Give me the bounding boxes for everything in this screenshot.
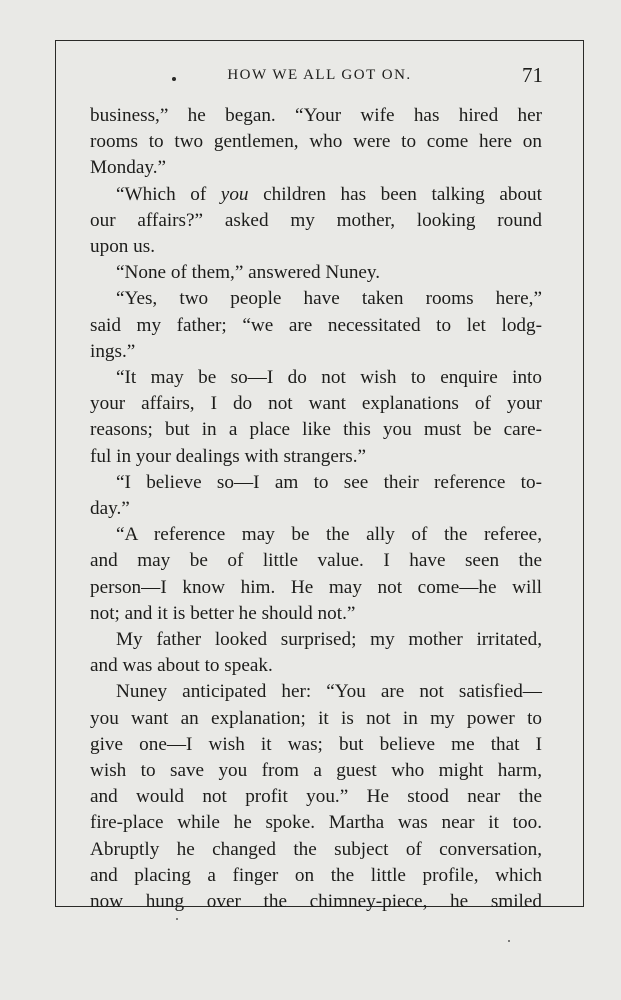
text-line: My father looked surprised; my mother irritated, — [116, 629, 542, 651]
text-line: day.” — [90, 498, 130, 520]
text-line: rooms to two gentlemen, who were to come here on — [90, 131, 542, 153]
text-line: and was about to speak. — [90, 655, 273, 677]
text-line: your affairs, I do not want explanations of your — [90, 393, 542, 415]
paper-speck — [508, 940, 510, 942]
text-line: “I believe so—I am to see their reference to- — [116, 471, 542, 493]
text-line: “A reference may be the ally of the referee, — [116, 524, 542, 546]
paper-speck — [176, 918, 178, 920]
text-line: wish to save you from a guest who might harm, — [90, 760, 542, 782]
page-number: 71 — [522, 63, 543, 87]
text-line: Nuney anticipated her: “You are not satisfied— — [116, 681, 542, 703]
text-line: give one—I wish it was; but believe me that I — [90, 733, 542, 755]
text-line: Abruptly he changed the subject of conversation, — [90, 838, 542, 860]
text-line: business,” he began. “Your wife has hired her — [90, 105, 542, 126]
text-line: not; and it is better he should not.” — [90, 602, 356, 624]
text-line: and may be of little value. I have seen the — [90, 550, 542, 572]
running-title: HOW WE ALL GOT ON. — [227, 67, 412, 83]
body-text — [90, 103, 542, 915]
text-line: and would not profit you.” He stood near the — [90, 786, 542, 808]
text-line: said my father; “we are necessitated to let lodg- — [90, 314, 542, 336]
text-line: person—I know him. He may not come—he will — [90, 576, 542, 598]
text-line: reasons; but in a place like this you must be care- — [90, 419, 542, 441]
text-line: now hung over the chimney-piece, he smiled — [90, 891, 542, 913]
page-border-frame — [55, 40, 584, 913]
running-header — [56, 63, 583, 91]
text-line: you want an explanation; it is not in my power to — [90, 707, 542, 729]
text-line: “None of them,” answered Nuney. — [116, 262, 381, 284]
text-line: “Yes, two people have taken rooms here,” — [116, 288, 542, 310]
text-line: upon us. — [90, 236, 156, 258]
text-line: Monday.” — [90, 157, 167, 179]
text-line: ful in your dealings with strangers.” — [90, 445, 367, 467]
text-line: our affairs?” asked my mother, looking round — [90, 209, 542, 231]
text-line: ings.” — [90, 340, 136, 362]
text-line: “Which of you children has been talking about — [116, 183, 542, 205]
text-line: “It may be so—I do not wish to enquire into — [116, 367, 542, 389]
text-line: fire-place while he spoke. Martha was near it too. — [90, 812, 542, 834]
text-line: and placing a finger on the little profile, which — [90, 864, 542, 886]
